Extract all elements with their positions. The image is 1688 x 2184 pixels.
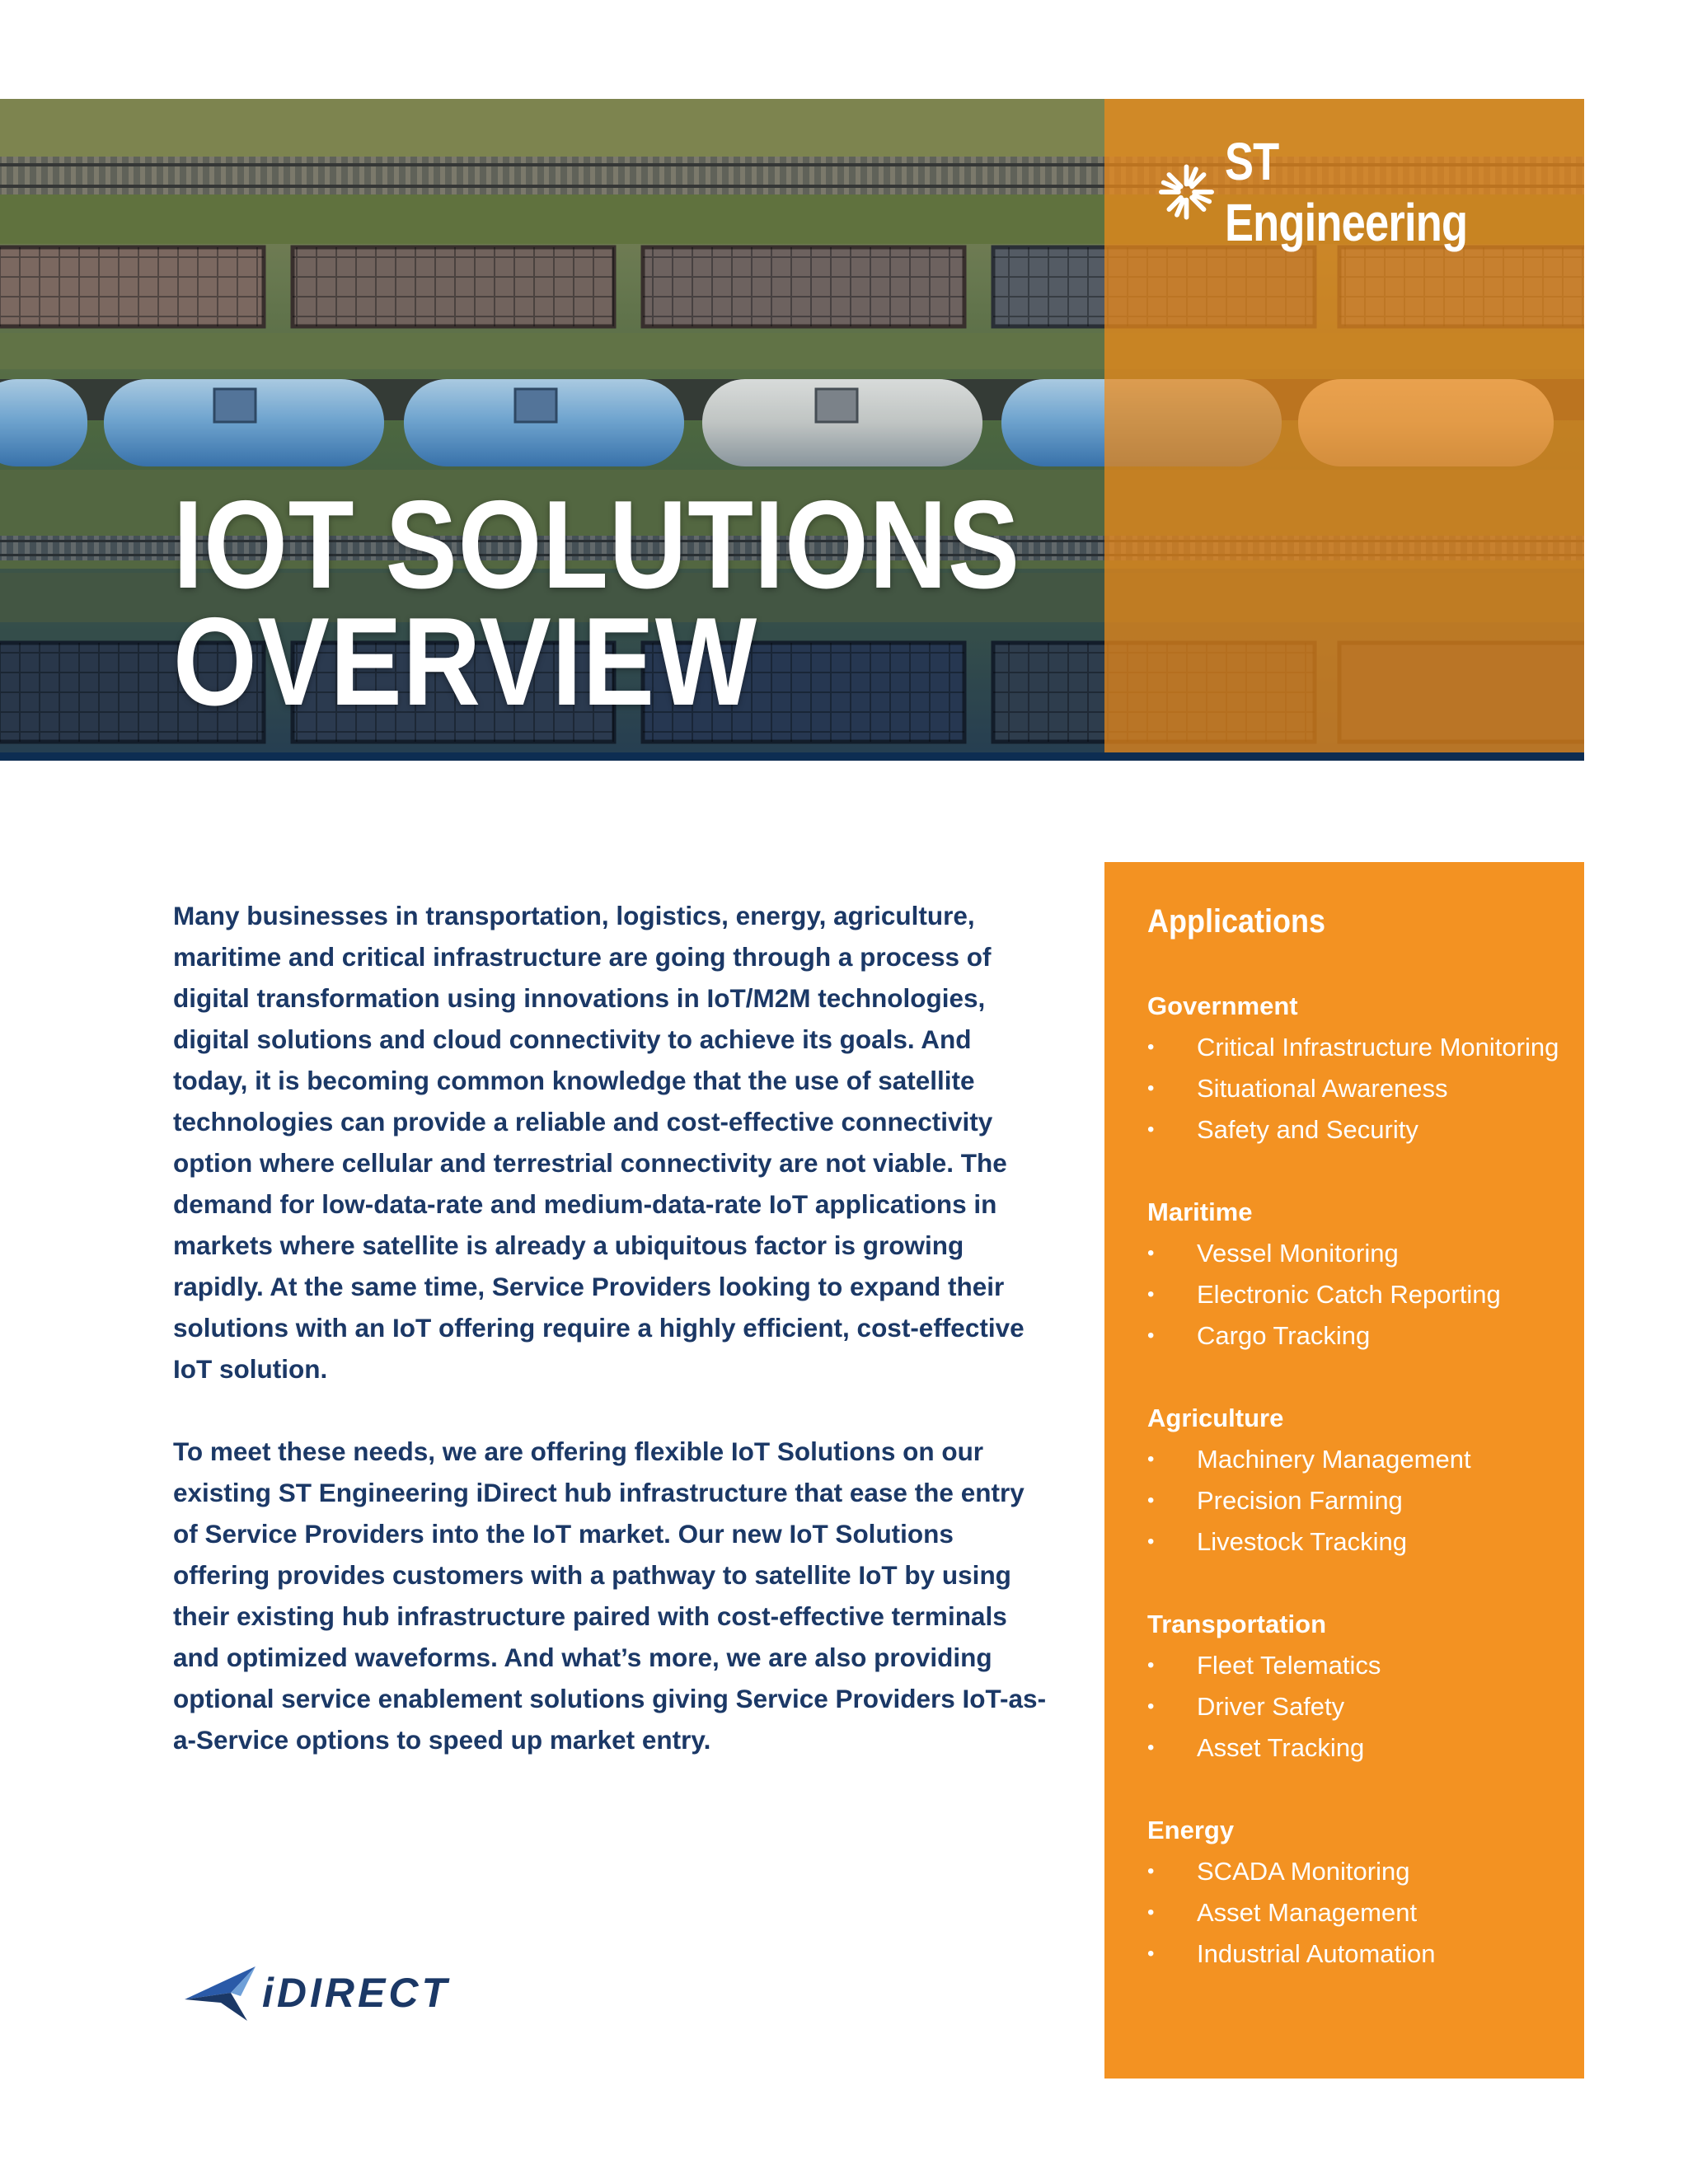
- page-title: [173, 475, 1020, 732]
- bullet-icon: •: [1147, 1654, 1155, 1676]
- list-item-label: SCADA Monitoring: [1197, 1857, 1410, 1886]
- applications-list: [1147, 986, 1568, 2016]
- list-item-label: Driver Safety: [1197, 1692, 1345, 1721]
- category-title: Government: [1147, 991, 1298, 1020]
- bullet-icon: •: [1147, 1283, 1155, 1305]
- list-item-label: Safety and Security: [1197, 1115, 1418, 1144]
- list-item-label: Livestock Tracking: [1197, 1527, 1407, 1556]
- idirect-swoosh-icon: [183, 1963, 259, 2022]
- starburst-icon: [1158, 162, 1215, 222]
- title-line-1: IOT SOLUTIONS: [173, 475, 1020, 615]
- bullet-icon: •: [1147, 1489, 1155, 1511]
- idirect-wordmark: iDIRECT: [262, 1970, 450, 2016]
- bullet-icon: •: [1147, 1036, 1155, 1058]
- bullet-icon: •: [1147, 1901, 1155, 1924]
- list-item-label: Precision Farming: [1197, 1486, 1403, 1515]
- applications-panel: [1104, 862, 1584, 2079]
- list-item: [1147, 1727, 1568, 1769]
- category-transportation: [1147, 1604, 1568, 1769]
- list-item: [1147, 1851, 1568, 1892]
- category-government: [1147, 986, 1568, 1151]
- bullet-icon: •: [1147, 1695, 1155, 1718]
- list-item: [1147, 1068, 1568, 1109]
- idirect-logo: [183, 1963, 450, 2022]
- intro-paragraph-1: Many businesses in transportation, logistics, energy, agriculture, maritime and critical infrastructure are going through a process of digital transformation using innovations in IoT/M2M technologies, digital solutions and cloud connectivity to achieve its goals. And today, it is becoming common knowledge that the use of satellite technologies can provide a reliable and cost-effective connectivity option where cellular and terrestrial connectivity are not viable. The demand for low-data-rate and medium-data-rate IoT applications in markets where satellite is already a ubiquitous factor is growing rapidly. At the same time, Service Providers looking to expand their solutions with an IoT offering require a highly efficient, cost-effective IoT solution.: [173, 901, 1025, 1384]
- list-item-label: Asset Management: [1197, 1898, 1418, 1927]
- list-item-label: Critical Infrastructure Monitoring: [1197, 1033, 1559, 1062]
- list-item: [1147, 1315, 1568, 1357]
- brand-name: ST Engineering: [1224, 132, 1468, 252]
- applications-title: Applications: [1147, 903, 1326, 940]
- title-line-2: OVERVIEW: [173, 592, 758, 732]
- category-title: Energy: [1147, 1816, 1235, 1844]
- bullet-icon: •: [1147, 1242, 1155, 1264]
- hero-banner: [0, 99, 1584, 752]
- bullet-icon: •: [1147, 1736, 1155, 1759]
- hero-divider-line: [0, 752, 1584, 761]
- list-item: [1147, 1521, 1568, 1563]
- category-title: Maritime: [1147, 1197, 1253, 1226]
- category-agriculture: [1147, 1398, 1568, 1563]
- list-item: [1147, 1439, 1568, 1480]
- bullet-icon: •: [1147, 1530, 1155, 1553]
- list-item: [1147, 1233, 1568, 1274]
- list-item-label: Cargo Tracking: [1197, 1321, 1371, 1350]
- bullet-icon: •: [1147, 1943, 1155, 1965]
- intro-text: [173, 895, 1047, 1802]
- bullet-icon: •: [1147, 1324, 1155, 1347]
- list-item: [1147, 1480, 1568, 1521]
- category-energy: [1147, 1810, 1568, 1975]
- list-item: [1147, 1274, 1568, 1315]
- bullet-icon: •: [1147, 1077, 1155, 1099]
- list-item: [1147, 1933, 1568, 1975]
- intro-paragraph-2: To meet these needs, we are offering flexible IoT Solutions on our existing ST Engineering iDirect hub infrastructure that ease the entry of Service Providers into the IoT market. Our new IoT Solutions offering provides customers with a pathway to satellite IoT by using their existing hub infrastructure paired with cost-effective terminals and optimized waveforms. And what’s more, we are also providing optional service enablement solutions giving Service Providers IoT-as-a-Service options to speed up market entry.: [173, 1436, 1047, 1755]
- list-item: [1147, 1027, 1568, 1068]
- list-item-label: Vessel Monitoring: [1197, 1239, 1399, 1268]
- list-item: [1147, 1109, 1568, 1151]
- bullet-icon: •: [1147, 1118, 1155, 1141]
- st-engineering-logo: [1158, 132, 1584, 252]
- list-item-label: Fleet Telematics: [1197, 1651, 1381, 1680]
- list-item-label: Electronic Catch Reporting: [1197, 1280, 1501, 1309]
- bullet-icon: •: [1147, 1860, 1155, 1882]
- category-maritime: [1147, 1192, 1568, 1357]
- category-title: Agriculture: [1147, 1404, 1284, 1432]
- list-item: [1147, 1686, 1568, 1727]
- list-item-label: Industrial Automation: [1197, 1939, 1436, 1968]
- category-title: Transportation: [1147, 1610, 1327, 1638]
- list-item: [1147, 1645, 1568, 1686]
- list-item-label: Machinery Management: [1197, 1445, 1471, 1474]
- list-item-label: Asset Tracking: [1197, 1733, 1365, 1762]
- list-item-label: Situational Awareness: [1197, 1074, 1448, 1103]
- list-item: [1147, 1892, 1568, 1933]
- bullet-icon: •: [1147, 1448, 1155, 1470]
